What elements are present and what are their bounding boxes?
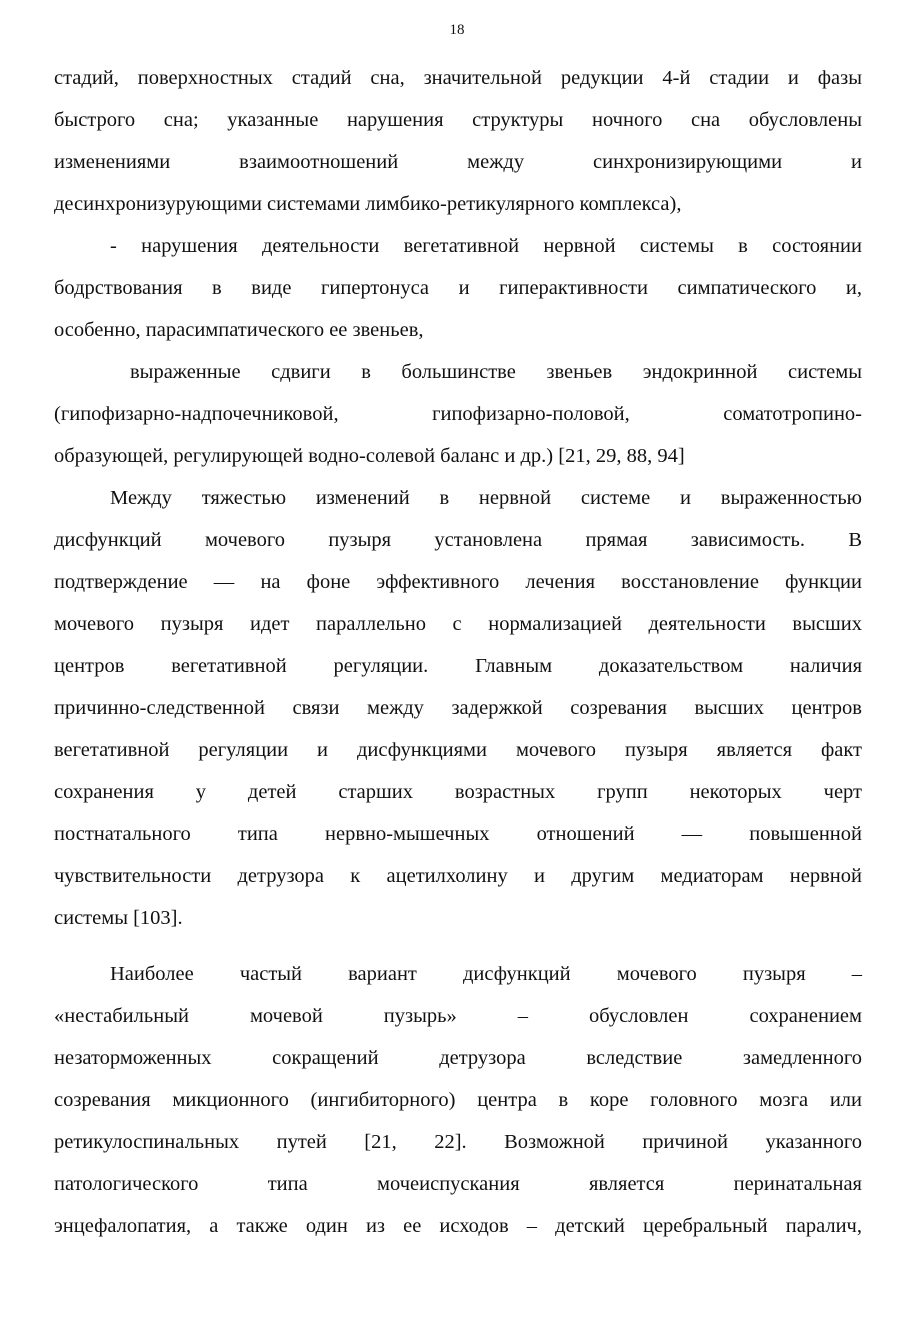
text-line: центров вегетативной регуляции. Главным доказательством наличия — [54, 655, 862, 677]
paragraph-gap — [54, 939, 862, 953]
text-line: энцефалопатия, а также один из ее исходов – детский церебральный паралич, — [54, 1215, 862, 1237]
text-line: быстрого сна; указанные нарушения структуры ночного сна обусловлены — [54, 109, 862, 131]
text-line: выраженные сдвиги в большинстве звеньев эндокринной системы — [130, 361, 862, 383]
text-line: чувствительности детрузора к ацетилхолину и другим медиаторам нервной — [54, 865, 862, 887]
text-line: патологического типа мочеиспускания является перинатальная — [54, 1173, 862, 1195]
text-line: - нарушения деятельности вегетативной нервной системы в состоянии — [110, 235, 862, 257]
text-line: причинно-следственной связи между задержкой созревания высших центров — [54, 697, 862, 719]
text-line: Наиболее частый вариант дисфункций мочевого пузыря – — [110, 963, 862, 985]
text-line: Между тяжестью изменений в нервной системе и выраженностью — [110, 487, 862, 509]
text-line: созревания микционного (ингибиторного) центра в коре головного мозга или — [54, 1089, 862, 1111]
text-line: десинхронизурующими системами лимбико-ретикулярного комплекса), — [54, 193, 682, 215]
text-line: ретикулоспинальных путей [21, 22]. Возможной причиной указанного — [54, 1131, 862, 1153]
text-line: сохранения у детей старших возрастных групп некоторых черт — [54, 781, 862, 803]
text-line: «нестабильный мочевой пузырь» – обусловлен сохранением — [54, 1005, 862, 1027]
text-line: дисфункций мочевого пузыря установлена прямая зависимость. В — [54, 529, 862, 551]
text-line: незаторможенных сокращений детрузора вследствие замедленного — [54, 1047, 862, 1069]
text-line: (гипофизарно-надпочечниковой, гипофизарно-половой, соматотропино- — [54, 403, 862, 425]
text-line: бодрствования в виде гипертонуса и гиперактивности симпатического и, — [54, 277, 862, 299]
text-line: вегетативной регуляции и дисфункциями мочевого пузыря является факт — [54, 739, 862, 761]
text-line: мочевого пузыря идет параллельно с нормализацией деятельности высших — [54, 613, 862, 635]
page-number: 18 — [449, 22, 465, 38]
text-line: образующей, регулирующей водно-солевой баланс и др.) [21, 29, 88, 94] — [54, 445, 685, 467]
text-line: особенно, парасимпатического ее звеньев, — [54, 319, 424, 341]
text-line: подтверждение — на фоне эффективного лечения восстановление функции — [54, 571, 862, 593]
text-line: системы [103]. — [54, 907, 183, 929]
body-text — [54, 57, 862, 1247]
text-line: стадий, поверхностных стадий сна, значительной редукции 4-й стадии и фазы — [54, 67, 862, 89]
text-line: постнатального типа нервно-мышечных отношений — повышенной — [54, 823, 862, 845]
text-line: изменениями взаимоотношений между синхронизирующими и — [54, 151, 862, 173]
